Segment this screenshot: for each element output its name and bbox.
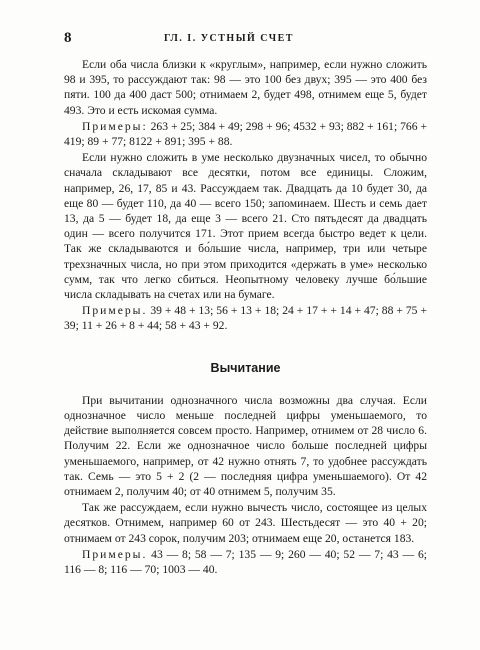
page-number: 8 [64,30,72,46]
paragraph-examples-2 [64,303,427,333]
page-header [64,30,424,48]
examples-label: Примеры. [82,547,148,561]
examples-text: 43 — 8; 58 — 7; 135 — 9; 260 — 40; 52 — 7; 43 — 6; 116 — 8; 116 — 70; 1003 — 40. [64,547,427,577]
page-body [64,57,427,578]
examples-label: Примеры. [82,304,148,318]
paragraph-subtraction-cases: При вычитании однозначного числа возможны два случая. Если однозначное число меньше последней цифры уменьшаемого, то действие выполняется совсем просто. Например, отнимем от 28 число 6. Получим 22. Если же однозначное число больше последней цифры уменьшаемого, например, от 42 нужно отнять 7, то удобнее рассуждать так. Семь — это 5 + 2 (2 — последняя цифра уменьшаемого). От 42 отнимаем 2, получим 40; от 40 отнимем 5, получим 35. [64,393,427,499]
paragraph-round-numbers: Если оба числа близки к «круглым», например, если нужно сложить 98 и 395, то рассуждают так: 98 — это 100 без двух; 395 — это 400 без пяти. 100 да 400 даст 500; отнимаем 2, будет 498, отнимем еще 5, будет 493. Это и есть искомая сумма. [64,58,427,117]
section-title: Вычитание [210,360,281,375]
running-head: ГЛ. I. УСТНЫЙ СЧЕТ [164,33,294,44]
paragraph-subtract-tens: Так же рассуждаем, если нужно вычесть число, состоящее из целых десятков. Отнимем, например 60 от 243. Шестьдесят — это 40 + 20; отнимаем от 243 сорок, получим 203; отнимаем еще 20, останется 183. [64,501,427,545]
examples-label: Примеры: [82,119,148,133]
paragraph-examples-3 [64,547,427,577]
examples-text: 39 + 48 + 13; 56 + 13 + 18; 24 + 17 + + 14 + 47; 88 + 75 + 39; 11 + 26 + 8 + 44; 58 + 43 + 92. [64,304,427,333]
paragraph-two-digit-addition: Если нужно сложить в уме несколько двузначных чисел, то обычно сначала складывают все десятки, потом все единицы. Сложим, например, 26, 17, 85 и 43. Рассуждаем так. Двадцать да 10 будет 30, да еще 80 — будет 110, да 40 — всего 150; запоминаем. Шесть и семь дает 13, да 5 — будет 18, да еще 3 — всего 21. Сто пятьдесят да двадцать один — всего получится 171. Этот прием всегда быстро ведет к цели. Так же складываются и бо́льшие числа, например, три или четыре трехзначных числа, но при этом приходится «держать в уме» несколько сумм, так что легко сбиться. Неопытному человеку лучше бо́льшие числа складывать на счетах или на бумаге. [64,151,427,302]
paragraph-examples-1 [64,119,427,149]
examples-text: 263 + 25; 384 + 49; 298 + 96; 4532 + 93; 882 + 161; 766 + 419; 89 + 77; 8122 + 891; 395 + 88. [64,119,427,149]
